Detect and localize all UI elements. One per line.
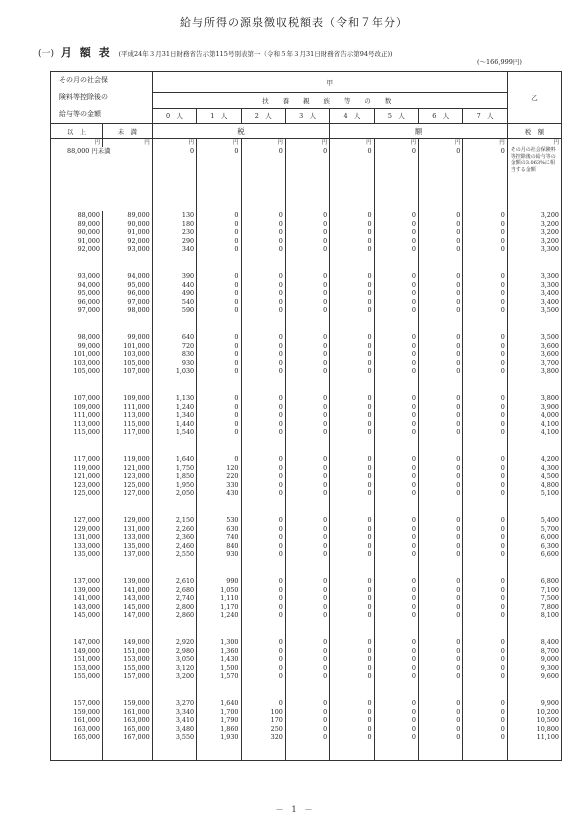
unit-label: 円	[102, 139, 152, 148]
tax-dep-2: 0 0 0 0 0	[241, 272, 285, 333]
tax-dep-2: 0 0 0 0 0	[241, 333, 285, 394]
tax-dep-3: 0 0 0 0 0	[285, 211, 329, 272]
tax-dep-1: 0 0 0 0 0	[197, 272, 241, 333]
tax-dep-0: 2,610 2,680 2,740 2,800 2,860	[152, 577, 196, 638]
tax-cell: 0	[463, 147, 507, 211]
tax-dep-5: 0 0 0 0 0	[374, 699, 418, 761]
tax-dep-6: 0 0 0 0 0	[419, 516, 463, 577]
tax-dep-4: 0 0 0 0 0	[330, 211, 374, 272]
tax-dep-4: 0 0 0 0 0	[330, 577, 374, 638]
tax-dep-5: 0 0 0 0 0	[374, 638, 418, 699]
tax-dep-6: 0 0 0 0 0	[419, 577, 463, 638]
dep-count-5: 5 人	[374, 108, 418, 123]
table-name: 月 額 表	[60, 46, 112, 59]
document-title: 給与所得の源泉徴収税額表（令和７年分）	[180, 16, 408, 29]
tax-dep-0: 3,270 3,340 3,410 3,480 3,550	[152, 699, 196, 761]
tax-dep-3: 0 0 0 0 0	[285, 516, 329, 577]
tax-dep-5: 0 0 0 0 0	[374, 455, 418, 516]
tax-dep-2: 0 0 0 0 0	[241, 394, 285, 455]
tax-dep-6: 0 0 0 0 0	[419, 638, 463, 699]
tax-dep-3: 0 0 0 0 0	[285, 455, 329, 516]
page-number: － 1 －	[275, 805, 313, 814]
tax-dep-1: 990 1,050 1,110 1,170 1,240	[197, 577, 241, 638]
dep-count-2: 2 人	[241, 108, 285, 123]
bracket-to: 159,000 161,000 163,000 165,000 167,000	[102, 699, 152, 761]
zeigaku-header: 税 額	[507, 124, 561, 139]
tax-otsu: 3,300 3,300 3,400 3,400 3,500	[507, 272, 561, 333]
gaku-header: 額	[330, 124, 508, 139]
tax-cell: 0	[330, 147, 374, 211]
tax-dep-2: 0 0 0 0 0	[241, 638, 285, 699]
dependents-header: 扶 養 親 族 等 の 数	[152, 93, 507, 108]
bracket-from: 88,000 89,000 90,000 91,000 92,000	[51, 211, 103, 272]
otsu-note: その月の社会保険料等控除後の給与等の金額の3.063%に相当する金額	[507, 147, 561, 211]
unit-label: 円	[241, 139, 285, 148]
tax-cell: 0	[285, 147, 329, 211]
tax-dep-1: 0 0 0 0 0	[197, 394, 241, 455]
tax-dep-7: 0 0 0 0 0	[463, 455, 507, 516]
unit-label: 円	[152, 139, 196, 148]
units-row	[51, 139, 562, 148]
tax-dep-6: 0 0 0 0 0	[419, 699, 463, 761]
ko-header: 甲	[152, 72, 507, 93]
bracket-to: 94,000 95,000 96,000 97,000 98,000	[102, 272, 152, 333]
tax-dep-5: 0 0 0 0 0	[374, 272, 418, 333]
sub-header-row	[51, 124, 562, 139]
bracket-to: 109,000 111,000 113,000 115,000 117,000	[102, 394, 152, 455]
bracket-to: 149,000 151,000 153,000 155,000 157,000	[102, 638, 152, 699]
tax-dep-5: 0 0 0 0 0	[374, 516, 418, 577]
tax-dep-6: 0 0 0 0 0	[419, 272, 463, 333]
tax-otsu: 4,200 4,300 4,500 4,800 5,100	[507, 455, 561, 516]
tax-dep-5: 0 0 0 0 0	[374, 577, 418, 638]
tax-dep-7: 0 0 0 0 0	[463, 516, 507, 577]
tax-cell: 0	[197, 147, 241, 211]
tax-dep-6: 0 0 0 0 0	[419, 394, 463, 455]
tax-dep-2: 0 0 0 0 0	[241, 577, 285, 638]
tax-dep-3: 0 0 0 0 0	[285, 333, 329, 394]
bracket-from: 147,000 149,000 151,000 153,000 155,000	[51, 638, 103, 699]
bracket-from: 93,000 94,000 95,000 96,000 97,000	[51, 272, 103, 333]
bracket-from: 157,000 159,000 161,000 163,000 165,000	[51, 699, 103, 761]
unit-label: 円	[463, 139, 507, 148]
miman-header: 未 満	[102, 124, 152, 139]
tax-dep-1: 0 120 220 330 430	[197, 455, 241, 516]
tax-dep-0: 640 720 830 930 1,030	[152, 333, 196, 394]
bracket-from: 107,000 109,000 111,000 113,000 115,000	[51, 394, 103, 455]
tax-otsu: 3,500 3,600 3,600 3,700 3,800	[507, 333, 561, 394]
ijou-header: 以 上	[51, 124, 103, 139]
table-row-group	[51, 394, 562, 455]
tax-dep-2: 0 0 0 0 0	[241, 516, 285, 577]
unit-label: 円	[285, 139, 329, 148]
unit-label: 円	[197, 139, 241, 148]
bracket-to: 129,000 131,000 133,000 135,000 137,000	[102, 516, 152, 577]
tax-otsu: 8,400 8,700 9,000 9,300 9,600	[507, 638, 561, 699]
bracket-to: 89,000 90,000 91,000 92,000 93,000	[102, 211, 152, 272]
tax-dep-0: 1,130 1,240 1,340 1,440 1,540	[152, 394, 196, 455]
tax-dep-0: 390 440 490 540 590	[152, 272, 196, 333]
table-row-group	[51, 455, 562, 516]
tax-dep-0: 2,920 2,980 3,050 3,120 3,200	[152, 638, 196, 699]
tax-dep-4: 0 0 0 0 0	[330, 638, 374, 699]
unit-label: 円	[419, 139, 463, 148]
bracket-to: 119,000 121,000 123,000 125,000 127,000	[102, 455, 152, 516]
unit-label: 円	[330, 139, 374, 148]
tax-otsu: 3,200 3,200 3,200 3,200 3,300	[507, 211, 561, 272]
tax-cell: 0	[419, 147, 463, 211]
tax-dep-7: 0 0 0 0 0	[463, 333, 507, 394]
tax-dep-7: 0 0 0 0 0	[463, 577, 507, 638]
tax-dep-4: 0 0 0 0 0	[330, 272, 374, 333]
unit-label: 円	[51, 139, 103, 148]
tax-dep-2: 0 100 170 250 320	[241, 699, 285, 761]
tax-cell: 0	[241, 147, 285, 211]
tax-dep-1: 0 0 0 0 0	[197, 211, 241, 272]
tax-dep-6: 0 0 0 0 0	[419, 455, 463, 516]
tax-dep-2: 0 0 0 0 0	[241, 455, 285, 516]
tax-otsu: 9,900 10,200 10,500 10,800 11,100	[507, 699, 561, 761]
tax-dep-1: 530 630 740 840 930	[197, 516, 241, 577]
tax-dep-3: 0 0 0 0 0	[285, 394, 329, 455]
tax-dep-1: 0 0 0 0 0	[197, 333, 241, 394]
dep-count-7: 7 人	[463, 108, 507, 123]
bracket-to: 139,000 141,000 143,000 145,000 147,000	[102, 577, 152, 638]
tax-dep-4: 0 0 0 0 0	[330, 516, 374, 577]
table-subtitle	[38, 44, 393, 60]
tax-dep-7: 0 0 0 0 0	[463, 638, 507, 699]
tax-dep-7: 0 0 0 0 0	[463, 394, 507, 455]
table-row-group	[51, 333, 562, 394]
tax-otsu: 3,800 3,900 4,000 4,100 4,100	[507, 394, 561, 455]
tax-dep-3: 0 0 0 0 0	[285, 272, 329, 333]
tax-dep-1: 1,640 1,700 1,790 1,860 1,930	[197, 699, 241, 761]
section-number: (一)	[38, 49, 55, 59]
bracket-from: 98,000 99,000 101,000 103,000 105,000	[51, 333, 103, 394]
tax-dep-6: 0 0 0 0 0	[419, 211, 463, 272]
dep-count-1: 1 人	[197, 108, 241, 123]
tax-dep-1: 1,300 1,360 1,430 1,500 1,570	[197, 638, 241, 699]
dep-count-3: 3 人	[285, 108, 329, 123]
tax-dep-5: 0 0 0 0 0	[374, 394, 418, 455]
tax-dep-3: 0 0 0 0 0	[285, 577, 329, 638]
otsu-header: 乙	[507, 72, 561, 124]
table-row-group	[51, 638, 562, 699]
tax-dep-5: 0 0 0 0 0	[374, 211, 418, 272]
tax-dep-7: 0 0 0 0 0	[463, 272, 507, 333]
tax-dep-4: 0 0 0 0 0	[330, 333, 374, 394]
bracket-from: 117,000 119,000 121,000 123,000 125,000	[51, 455, 103, 516]
tax-dep-2: 0 0 0 0 0	[241, 211, 285, 272]
tax-cell: 0	[374, 147, 418, 211]
tax-dep-5: 0 0 0 0 0	[374, 333, 418, 394]
zei-header: 税	[152, 124, 330, 139]
tax-cell: 0	[152, 147, 196, 211]
tax-table	[50, 71, 562, 761]
dep-count-6: 6 人	[419, 108, 463, 123]
table-row-under-88000	[51, 147, 562, 211]
tax-dep-0: 130 180 230 290 340	[152, 211, 196, 272]
tax-dep-3: 0 0 0 0 0	[285, 638, 329, 699]
unit-label: 円	[507, 139, 561, 148]
tax-dep-3: 0 0 0 0 0	[285, 699, 329, 761]
tax-dep-4: 0 0 0 0 0	[330, 699, 374, 761]
tax-dep-4: 0 0 0 0 0	[330, 455, 374, 516]
tax-dep-4: 0 0 0 0 0	[330, 394, 374, 455]
tax-dep-7: 0 0 0 0 0	[463, 211, 507, 272]
table-row-group	[51, 577, 562, 638]
legal-note: (平成24年３月31日財務省告示第115号別表第一（令和５年３月31日財務省告示第94号改正))	[118, 50, 393, 58]
table-row-group	[51, 699, 562, 761]
dep-count-4: 4 人	[330, 108, 374, 123]
salary-amount-header: その月の社会保 険料等控除後の 給与等の金額	[51, 72, 153, 124]
tax-dep-0: 1,640 1,750 1,850 1,950 2,050	[152, 455, 196, 516]
tax-dep-7: 0 0 0 0 0	[463, 699, 507, 761]
bracket-to: 99,000 101,000 103,000 105,000 107,000	[102, 333, 152, 394]
table-row-group	[51, 211, 562, 272]
amount-range: (～166,999円)	[477, 58, 522, 66]
table-row-group	[51, 272, 562, 333]
tax-otsu: 5,400 5,700 6,000 6,300 6,600	[507, 516, 561, 577]
first-row-from: 88,000 円未満	[51, 147, 153, 211]
unit-label: 円	[374, 139, 418, 148]
tax-dep-0: 2,150 2,260 2,360 2,460 2,550	[152, 516, 196, 577]
dep-count-0: 0 人	[152, 108, 196, 123]
table-row-group	[51, 516, 562, 577]
bracket-from: 137,000 139,000 141,000 143,000 145,000	[51, 577, 103, 638]
tax-dep-6: 0 0 0 0 0	[419, 333, 463, 394]
bracket-from: 127,000 129,000 131,000 133,000 135,000	[51, 516, 103, 577]
tax-otsu: 6,800 7,100 7,500 7,800 8,100	[507, 577, 561, 638]
